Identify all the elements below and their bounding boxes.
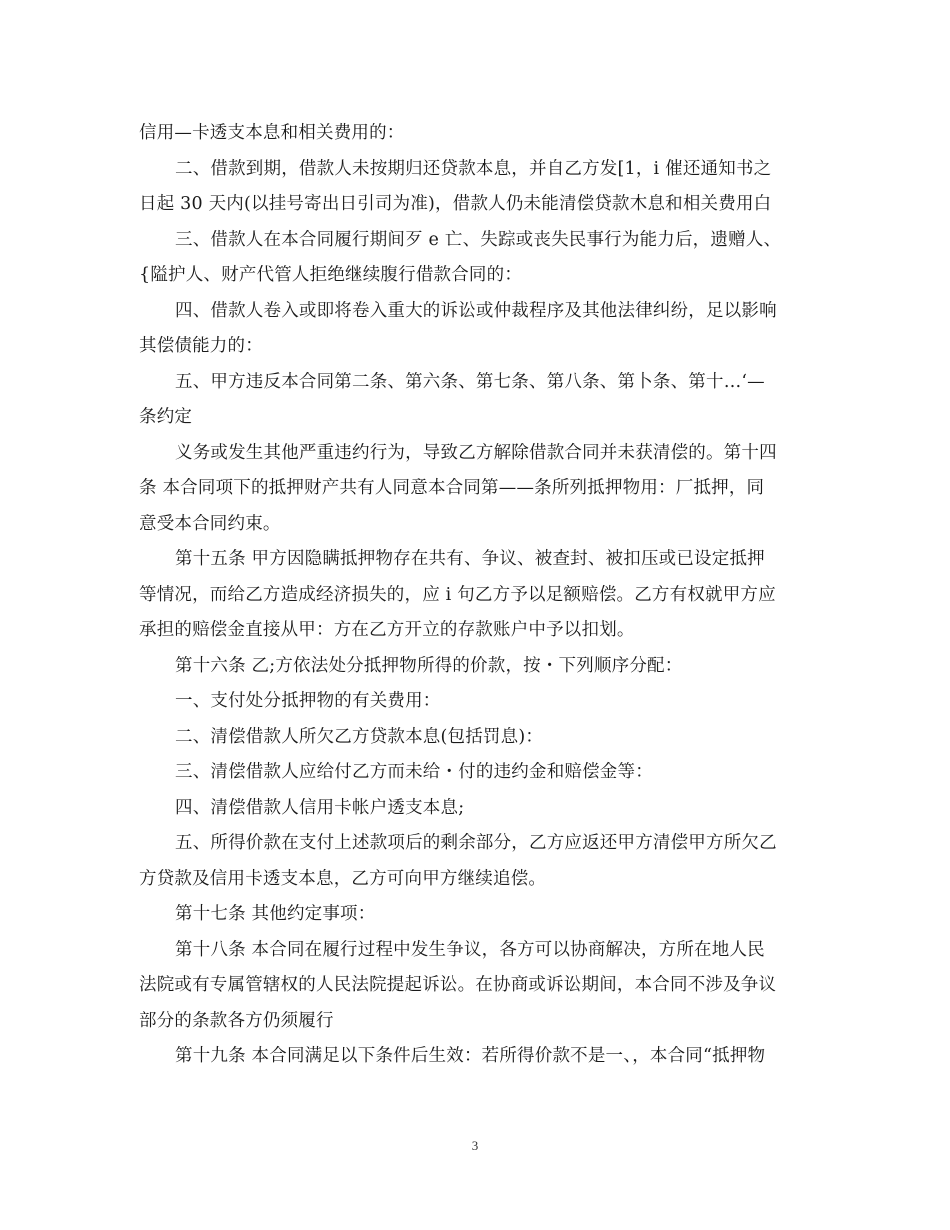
text-line: 第十七条 其他约定事项：: [175, 904, 376, 924]
text-line: 日起 30 天内(以挂号寄出日引司为准)，借款人仍未能清偿贷款木息和相关费用白: [139, 194, 772, 214]
text-line: 第十五条 甲方因隐瞒抵押物存在共有、争议、被查封、被扣压或已设定抵押: [175, 549, 765, 569]
text-line: 意受本合同约束。: [139, 513, 281, 534]
text-line: 第十八条 本合同在履行过程中发生争议，各方可以协商解决，方所在地人民: [175, 939, 765, 960]
text-line: 法院或有专属管辖权的人民法院提起诉讼。在协商或诉讼期间，本合同不涉及争议: [139, 975, 777, 995]
text-line: 二、清偿借款人所欠乙方贷款本息(包括罚息)：: [175, 726, 544, 747]
text-line: 部分的条款各方仍须履行: [139, 1010, 334, 1031]
text-line: 其偿债能力的：: [139, 336, 263, 356]
document-body: [139, 116, 819, 1075]
text-line: 第十六条 乙;方依法处分抵押物所得的价款，按・下列顺序分配：: [175, 655, 683, 676]
text-line: 三、借款人在本合同履行期间歹 e 亡、失踪或丧失民事行为能力后，遗赠人、: [175, 229, 782, 250]
text-line: 等情况，而给乙方造成经济损失的，应 i 句乙方予以足额赔偿。乙方有权就甲方应: [139, 584, 776, 605]
text-line: 五、所得价款在支付上述款项后的剩余部分，乙方应返还甲方清偿甲方所欠乙: [175, 833, 777, 853]
text-line: 五、甲方违反本合同第二条、第六条、第七条、第八条、第卜条、第十…‘—: [175, 371, 765, 392]
text-line: 四、借款人卷入或即将卷入重大的诉讼或仲裁程序及其他法律纠纷，足以影响: [175, 300, 777, 321]
text-line: 方贷款及信用卡透支本息，乙方可向甲方继续追偿。: [139, 868, 547, 889]
text-line: 承担的赔偿金直接从甲：方在乙方开立的存款账户中予以扣划。: [139, 620, 635, 640]
text-line: 第十九条 本合同满足以下条件后生效：若所得价款不是一、，本合同“抵押物: [175, 1046, 766, 1066]
text-line: 四、清偿借款人信用卡帐户透支本息;: [175, 797, 465, 818]
text-line: 条 本合同项下的抵押财产共有人同意本合同第——条所列抵押物用：厂抵押，同: [139, 478, 765, 498]
text-line: 二、借款到期，借款人未按期归还贷款本息，并自乙方发[1，i 催还通知书之: [175, 158, 772, 179]
text-line: {隘护人、财产代管人拒绝继续腹行借款合同的：: [139, 265, 523, 285]
text-line: 三、清偿借款人应给付乙方而未给・付的违约金和赔偿金等：: [175, 762, 653, 782]
text-line: 条约定: [139, 407, 193, 427]
text-line: 信用—卡透支本息和相关费用的：: [139, 123, 405, 143]
text-line: 一、支付处分抵押物的有关费用：: [175, 691, 441, 711]
page-number: 3: [471, 1138, 479, 1153]
text-line: 义务或发生其他严重违约行为，导致乙方解除借款合同并未获清偿的。第十四: [175, 442, 777, 463]
